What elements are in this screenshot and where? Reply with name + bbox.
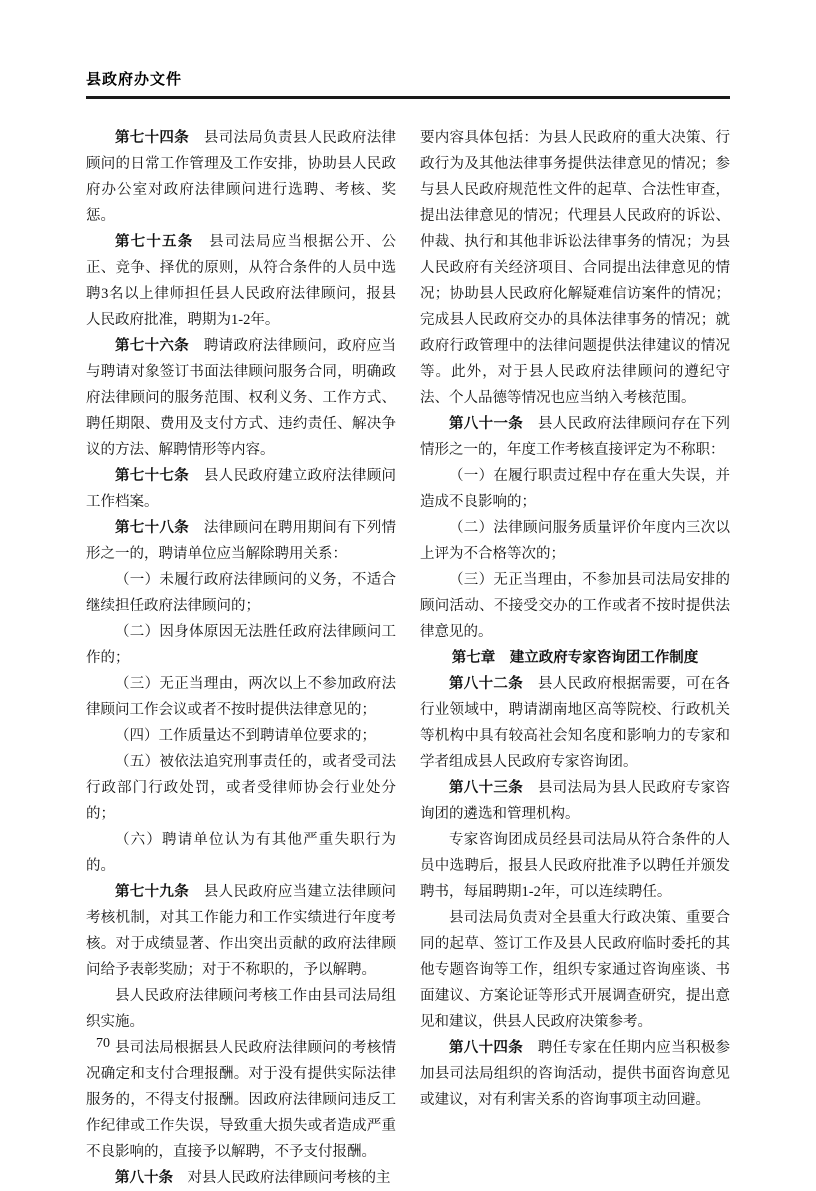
body-paragraph: （一）在履行职责过程中存在重大失误，并造成不良影响的； bbox=[420, 467, 730, 510]
article-paragraph: 第七十六条 聘请政府法律顾问，政府应当与聘请对象签订书面法律顾问服务合同，明确政府法律顾问的服务范围、权利义务、工作方式、聘任期限、费用及支付方式、违约责任、解决争议的方法、解聘情形等内容。 bbox=[86, 337, 397, 458]
article-paragraph: 第八十二条 县人民政府根据需要，可在各行业领域中，聘请湖南地区高等院校、行政机关等机构中具有较高社会知名度和影响力的专家和学者组成县人民政府专家咨询团。 bbox=[420, 675, 731, 770]
article-number: 第八十条 bbox=[115, 1169, 173, 1186]
article-number: 第七十四条 bbox=[115, 129, 190, 146]
left-column bbox=[86, 125, 396, 1191]
article-paragraph: 第七十九条 县人民政府应当建立法律顾问考核机制，对其工作能力和工作实绩进行年度考核。对于成绩显著、作出突出贡献的政府法律顾问给予表彰奖励；对于不称职的，予以解聘。 bbox=[86, 883, 397, 978]
article-paragraph: 第七十七条 县人民政府建立政府法律顾问工作档案。 bbox=[86, 467, 397, 510]
article-paragraph: 第八十一条 县人民政府法律顾问存在下列情形之一的，年度工作考核直接评定为不称职： bbox=[420, 415, 731, 458]
article-number: 第七十五条 bbox=[115, 233, 194, 250]
article-number: 第七十九条 bbox=[115, 883, 190, 900]
article-number: 第八十一条 bbox=[449, 415, 524, 432]
document-header-title: 县政府办文件 bbox=[86, 71, 183, 88]
body-paragraph: （六）聘请单位认为有其他严重失职行为的。 bbox=[86, 831, 396, 874]
article-number: 第七十七条 bbox=[115, 467, 190, 484]
body-paragraph: （一）未履行政府法律顾问的义务，不适合继续担任政府法律顾问的； bbox=[86, 571, 396, 614]
chapter-number: 第七章 bbox=[451, 649, 496, 666]
body-paragraph: 专家咨询团成员经县司法局从符合条件的人员中选聘后，报县人民政府批准予以聘任并颁发聘书，每届聘期1-2年，可以连续聘任。 bbox=[420, 831, 730, 900]
article-paragraph: 第七十五条 县司法局应当根据公开、公正、竞争、择优的原则，从符合条件的人员中选聘3名以上律师担任县人民政府法律顾问，报县人民政府批准，聘期为1-2年。 bbox=[86, 233, 397, 328]
article-paragraph: 第八十条 对县人民政府法律顾问考核的主 bbox=[115, 1169, 391, 1186]
article-paragraph: 第七十八条 法律顾问在聘用期间有下列情形之一的，聘请单位应当解除聘用关系： bbox=[86, 519, 397, 562]
body-paragraph: （二）因身体原因无法胜任政府法律顾问工作的； bbox=[86, 623, 396, 666]
article-number: 第八十四条 bbox=[449, 1039, 524, 1056]
continuation-paragraph: 要内容具体包括：为县人民政府的重大决策、行政行为及其他法律事务提供法律意见的情况；参与县人民政府规范性文件的起草、合法性审查，提出法律意见的情况；代理县人民政府的诉讼、仲裁、执行和其他非诉讼法律事务的情况；为县人民政府有关经济项目、合同提出法律意见的情况；协助县人民政府化解疑难信访案件的情况；完成县人民政府交办的具体法律事务的情况；就政府行政管理中的法律问题提供法律建议的情况等。此外，对于县人民政府法律顾问的遵纪守法、个人品德等情况也应当纳入考核范围。 bbox=[420, 129, 730, 406]
right-column bbox=[420, 125, 730, 1191]
article-paragraph: 第八十四条 聘任专家在任期内应当积极参加县司法局组织的咨询活动，提供书面咨询意见或建议，对有利害关系的咨询事项主动回避。 bbox=[420, 1039, 731, 1108]
body-paragraph: （五）被依法追究刑事责任的，或者受司法行政部门行政处罚，或者受律师协会行业处分的； bbox=[86, 753, 396, 822]
body-paragraph: 县人民政府法律顾问考核工作由县司法局组织实施。 bbox=[86, 987, 396, 1030]
article-number: 第八十三条 bbox=[449, 779, 524, 796]
page-number: 70 bbox=[96, 1036, 110, 1051]
article-number: 第八十二条 bbox=[449, 675, 524, 692]
chapter-heading: 第七章 建立政府专家咨询团工作制度 bbox=[451, 649, 699, 666]
body-paragraph: （二）法律顾问服务质量评价年度内三次以上评为不合格等次的； bbox=[420, 519, 730, 562]
article-paragraph: 第八十三条 县司法局为县人民政府专家咨询团的遴选和管理机构。 bbox=[420, 779, 731, 822]
two-column-body bbox=[86, 125, 730, 1191]
article-paragraph: 第七十四条 县司法局负责县人民政府法律顾问的日常工作管理及工作安排，协助县人民政府办公室对政府法律顾问进行选聘、考核、奖惩。 bbox=[86, 129, 397, 224]
article-number: 第七十八条 bbox=[115, 519, 190, 536]
body-paragraph: （三）无正当理由，两次以上不参加政府法律顾问工作会议或者不按时提供法律意见的； bbox=[86, 675, 396, 718]
body-paragraph: 县司法局根据县人民政府法律顾问的考核情况确定和支付合理报酬。对于没有提供实际法律服务的，不得支付报酬。因政府法律顾问违反工作纪律或工作失误，导致重大损失或者造成严重不良影响的，直接予以解聘，不予支付报酬。 bbox=[86, 1039, 396, 1160]
header-rule bbox=[86, 96, 730, 99]
article-number: 第七十六条 bbox=[115, 337, 190, 354]
body-paragraph: （三）无正当理由，不参加县司法局安排的顾问活动、不接受交办的工作或者不按时提供法律意见的。 bbox=[420, 571, 730, 640]
body-paragraph: （四）工作质量达不到聘请单位要求的； bbox=[115, 727, 376, 744]
body-paragraph: 县司法局负责对全县重大行政决策、重要合同的起草、签订工作及县人民政府临时委托的其他专题咨询等工作，组织专家通过咨询座谈、书面建议、方案论证等形式开展调查研究，提出意见和建议，供县人民政府决策参考。 bbox=[420, 909, 730, 1030]
